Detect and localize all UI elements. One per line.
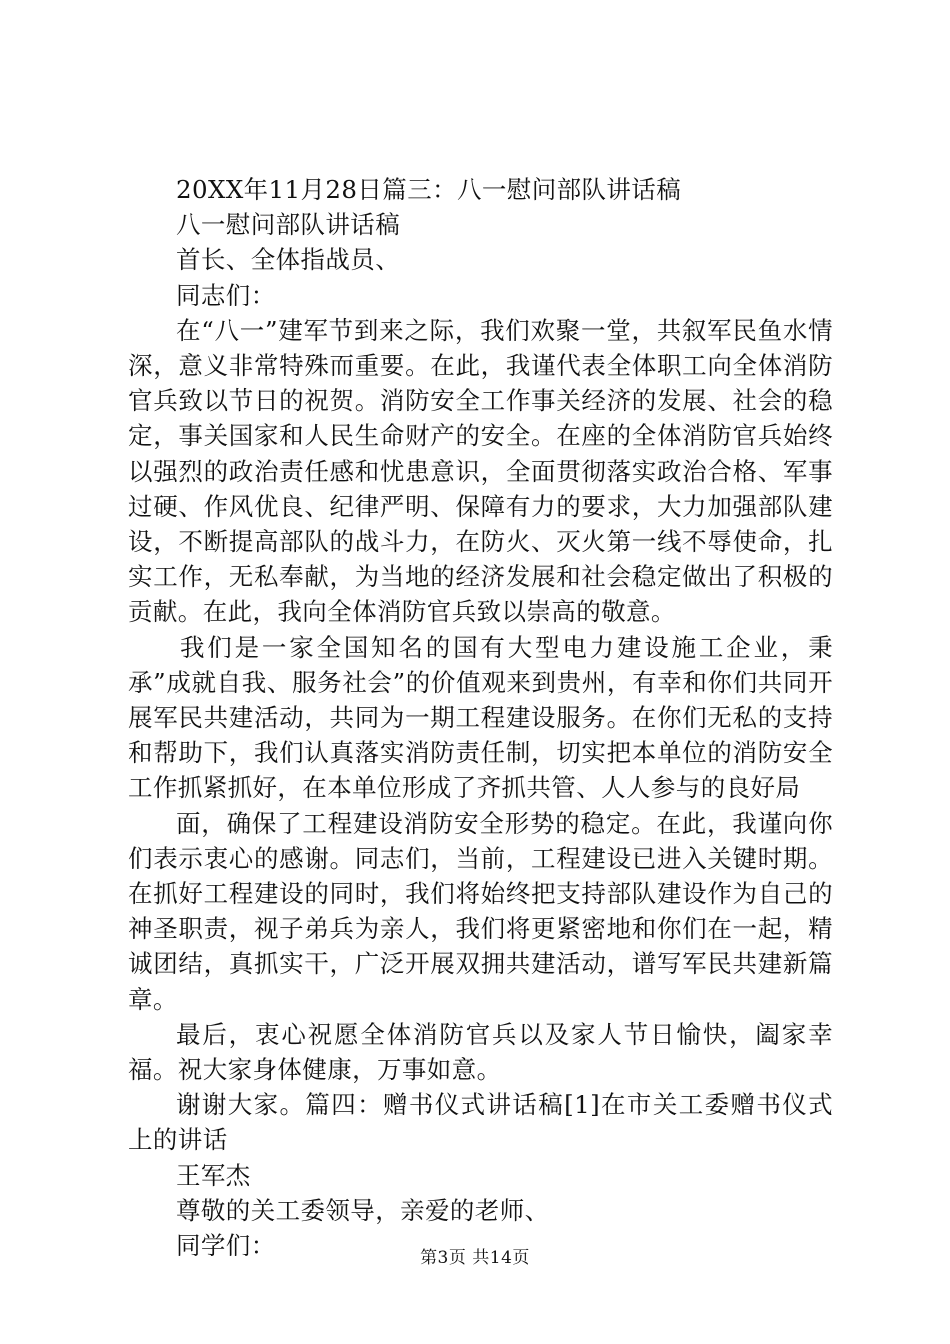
author-name: 王军杰 (176, 1160, 251, 1190)
salutation-line: 首长、全体指战员、 (176, 245, 401, 275)
speech-title: 八一慰问部队讲话稿 (176, 210, 401, 240)
body-paragraph: 最后，衷心祝愿全体消防官兵以及家人节日愉快，阖家幸福。祝大家身体健康，万事如意。 (128, 1019, 833, 1085)
body-paragraph: 在“八一”建军节到来之际，我们欢聚一堂，共叙军民鱼水情深，意义非常特殊而重要。在此，我谨代表全体职工向全体消防官兵致以节日的祝贺。消防安全工作事关经济的发展、社会的稳定，事关国家和人民生命财产的安全。在座的全体消防官兵始终以强烈的政治责任感和忧患意识，全面贯彻落实政治合格、军事过硬、作风优良、纪律严明、保障有力的要求，大力加强部队建设，不断提高部队的战斗力，在防火、灭火第一线不辱使命，扎实工作，无私奉献，为当地的经济发展和社会稳定做出了积极的贡献。在此，我向全体消防官兵致以崇高的敬意。 (128, 315, 833, 627)
body-paragraph: 我们是一家全国知名的国有大型电力建设施工企业，秉承”成就自我、服务社会”的价值观来到贵州，有幸和你们共同开展军民共建活动，共同为一期工程建设服务。在你们无私的支持和帮助下，我们认真落实消防责任制，切实把本单位的消防安全工作抓紧抓好，在本单位形成了齐抓共管、人人参与的良好局 (128, 632, 833, 803)
salutation-line: 尊敬的关工委领导，亲爱的老师、 (176, 1195, 550, 1225)
page-number-footer: 第3页 共14页 (420, 1248, 530, 1268)
salutation-line: 同志们： (176, 280, 276, 310)
body-paragraph: 面，确保了工程建设消防安全形势的稳定。在此，我谨向你们表示衷心的感谢。同志们，当前，工程建设已进入关键时期。在抓好工程建设的同时，我们将始终把支持部队建设作为自己的神圣职责，视子弟兵为亲人，我们将更紧密地和你们在一起，精诚团结，真抓实干，广泛开展双拥共建活动，谱写军民共建新篇章。 (128, 808, 833, 1014)
document-body (128, 172, 833, 1263)
body-paragraph: 谢谢大家。篇四：赠书仪式讲话稿[1]在市关工委赠书仪式上的讲话 (128, 1090, 833, 1155)
heading-line: 20XX年11月28日篇三：八一慰问部队讲话稿 (176, 175, 682, 204)
salutation-line: 同学们： (176, 1231, 276, 1261)
